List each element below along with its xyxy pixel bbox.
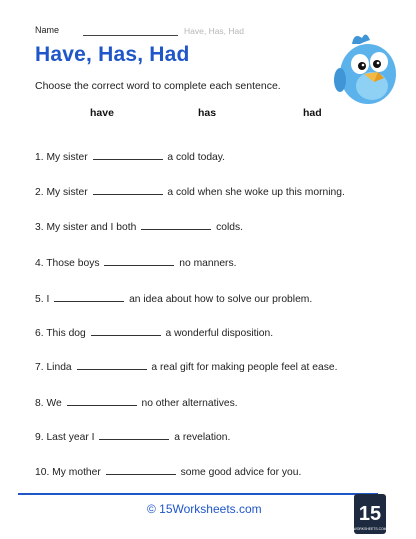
sentence-row: [35, 185, 345, 198]
sentence-row: [35, 396, 238, 409]
sentence-prefix: 4. Those boys: [35, 258, 100, 269]
sentence-prefix: 2. My sister: [35, 187, 88, 198]
sentence-prefix: 6. This dog: [35, 328, 86, 339]
answer-blank[interactable]: [99, 430, 169, 440]
word-bank-had: had: [303, 107, 322, 119]
answer-blank[interactable]: [67, 396, 137, 406]
sentence-row: [35, 150, 225, 163]
sentence-prefix: 3. My sister and I both: [35, 222, 137, 233]
footer-divider: [18, 493, 378, 495]
sentence-row: [35, 430, 230, 443]
sentence-prefix: 7. Linda: [35, 362, 72, 373]
name-line[interactable]: [83, 35, 178, 36]
instructions: Choose the correct word to complete each sentence.: [35, 80, 281, 92]
sentence-row: [35, 220, 243, 233]
sentence-suffix: no manners.: [179, 258, 237, 269]
sentence-suffix: no other alternatives.: [141, 398, 238, 409]
sentence-prefix: 9. Last year I: [35, 432, 95, 443]
sentence-suffix: some good advice for you.: [180, 467, 302, 478]
sentence-row: [35, 326, 273, 339]
badge-number: 15: [358, 503, 382, 525]
answer-blank[interactable]: [91, 326, 161, 336]
sentence-prefix: 8. We: [35, 398, 62, 409]
sentence-suffix: a cold when she woke up this morning.: [167, 187, 345, 198]
sentence-row: [35, 292, 312, 305]
badge-text: WORKSHEETS.COM: [354, 527, 386, 531]
answer-blank[interactable]: [93, 185, 163, 195]
sentence-suffix: a cold today.: [167, 152, 226, 163]
sentence-suffix: colds.: [216, 222, 243, 233]
word-bank-have: have: [90, 107, 114, 119]
answer-blank[interactable]: [54, 292, 124, 302]
answer-blank[interactable]: [141, 220, 211, 230]
worksheets-logo-icon: [354, 494, 386, 534]
sentence-prefix: 1. My sister: [35, 152, 88, 163]
sentence-suffix: a revelation.: [174, 432, 231, 443]
sentence-suffix: a real gift for making people feel at ease.: [151, 362, 338, 373]
sentence-suffix: an idea about how to solve our problem.: [129, 294, 313, 305]
sentence-prefix: 5. I: [35, 294, 50, 305]
answer-blank[interactable]: [106, 465, 176, 475]
bird-mascot-icon: [334, 30, 400, 106]
footer-link[interactable]: © 15Worksheets.com: [147, 502, 262, 516]
sentence-row: [35, 360, 337, 373]
answer-blank[interactable]: [104, 256, 174, 266]
sentence-row: [35, 256, 237, 269]
answer-blank[interactable]: [77, 360, 147, 370]
sentence-suffix: a wonderful disposition.: [165, 328, 274, 339]
sentence-row: [35, 465, 301, 478]
sentence-prefix: 10. My mother: [35, 467, 101, 478]
name-label: Name: [35, 25, 60, 35]
worksheet-tag: Have, Has, Had: [184, 26, 244, 36]
answer-blank[interactable]: [93, 150, 163, 160]
word-bank-has: has: [198, 107, 217, 119]
page-title: Have, Has, Had: [35, 43, 190, 66]
